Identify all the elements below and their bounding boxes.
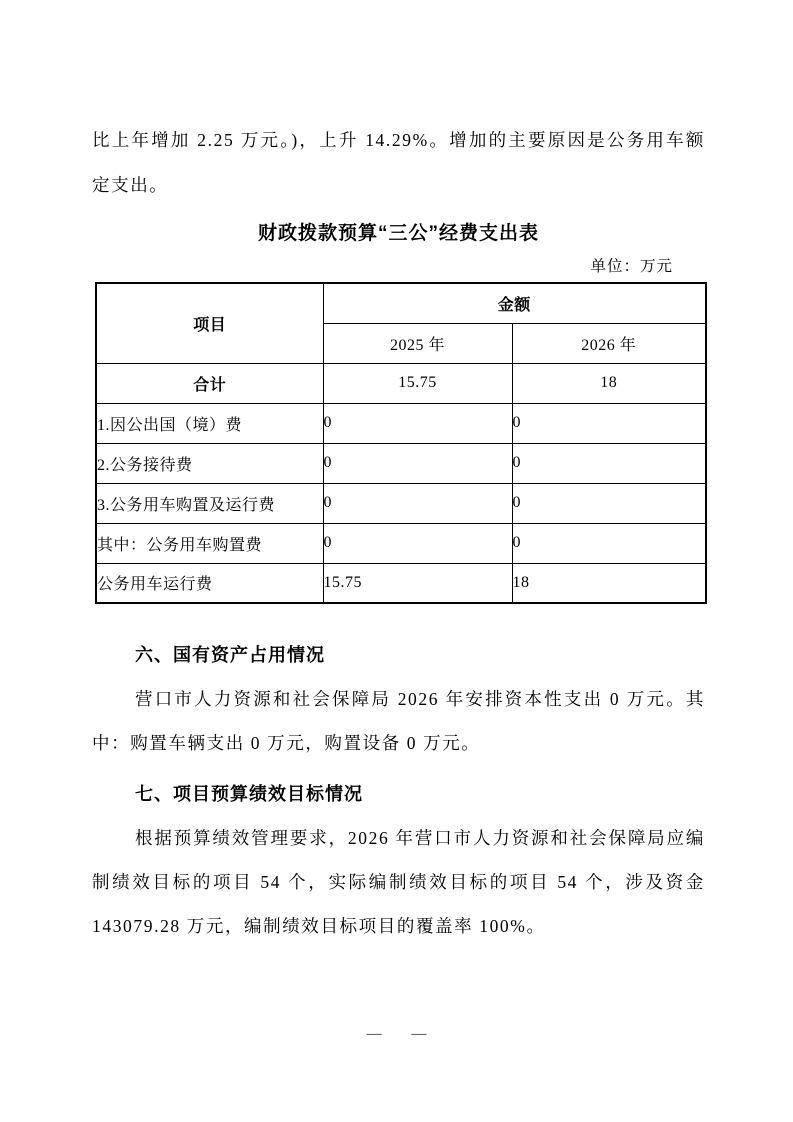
page-content <box>92 118 705 948</box>
value-cell-2026: 0 <box>512 443 706 483</box>
value-cell-2025: 0 <box>323 403 512 443</box>
page-footer: — — <box>366 1026 427 1042</box>
value-cell-2026: 18 <box>512 563 706 603</box>
row-label-cell: 3.公务用车购置及运行费 <box>96 483 323 523</box>
unit-label: 单位：万元 <box>590 258 673 275</box>
col-header-year-2026: 2026 年 <box>512 323 706 363</box>
table-row-vehicle-operation <box>96 563 706 603</box>
table-title: 财政拨款预算“三公”经费支出表 <box>257 223 539 244</box>
intro-paragraph: 比上年增加 2.25 万元。)，上升 14.29%。增加的主要原因是公务用车额定支出。 <box>92 130 705 195</box>
section-paragraph-performance-targets: 根据预算绩效管理要求，2026 年营口市人力资源和社会保障局应编制绩效目标的项目 54 个，实际编制绩效目标的项目 54 个，涉及资金 143079.28 万元，编制绩效目标项目的覆盖率 100%。 <box>92 828 705 936</box>
section-paragraph-state-assets: 营口市人力资源和社会保障局 2026 年安排资本性支出 0 万元。其中：购置车辆支出 0 万元，购置设备 0 万元。 <box>92 689 705 753</box>
table-row-reception-fee <box>96 443 706 483</box>
col-header-year-2025: 2025 年 <box>323 323 512 363</box>
table-row-abroad-fee <box>96 403 706 443</box>
table-row-total <box>96 363 706 403</box>
value-cell-2025: 0 <box>323 523 512 563</box>
value-cell-2025: 0 <box>323 483 512 523</box>
row-label-cell: 其中：公务用车购置费 <box>96 523 323 563</box>
three-public-expense-table <box>95 282 707 604</box>
row-label-cell: 1.因公出国（境）费 <box>96 403 323 443</box>
value-cell-2026: 0 <box>512 403 706 443</box>
value-cell-2025: 0 <box>323 443 512 483</box>
table-row-vehicle-purchase <box>96 523 706 563</box>
col-header-item: 项目 <box>96 283 323 363</box>
value-cell-2025: 15.75 <box>323 563 512 603</box>
section-heading-performance-targets: 七、项目预算绩效目标情况 <box>135 784 363 804</box>
row-label-cell: 公务用车运行费 <box>96 563 323 603</box>
value-cell-2026: 18 <box>512 363 706 403</box>
section-heading-state-assets: 六、国有资产占用情况 <box>135 645 325 665</box>
col-header-amount: 金额 <box>323 283 706 323</box>
row-label-cell: 合计 <box>96 363 323 403</box>
row-label-cell: 2.公务接待费 <box>96 443 323 483</box>
table-row-vehicle-total <box>96 483 706 523</box>
value-cell-2026: 0 <box>512 483 706 523</box>
value-cell-2026: 0 <box>512 523 706 563</box>
value-cell-2025: 15.75 <box>323 363 512 403</box>
table-header-row-1 <box>96 283 706 323</box>
